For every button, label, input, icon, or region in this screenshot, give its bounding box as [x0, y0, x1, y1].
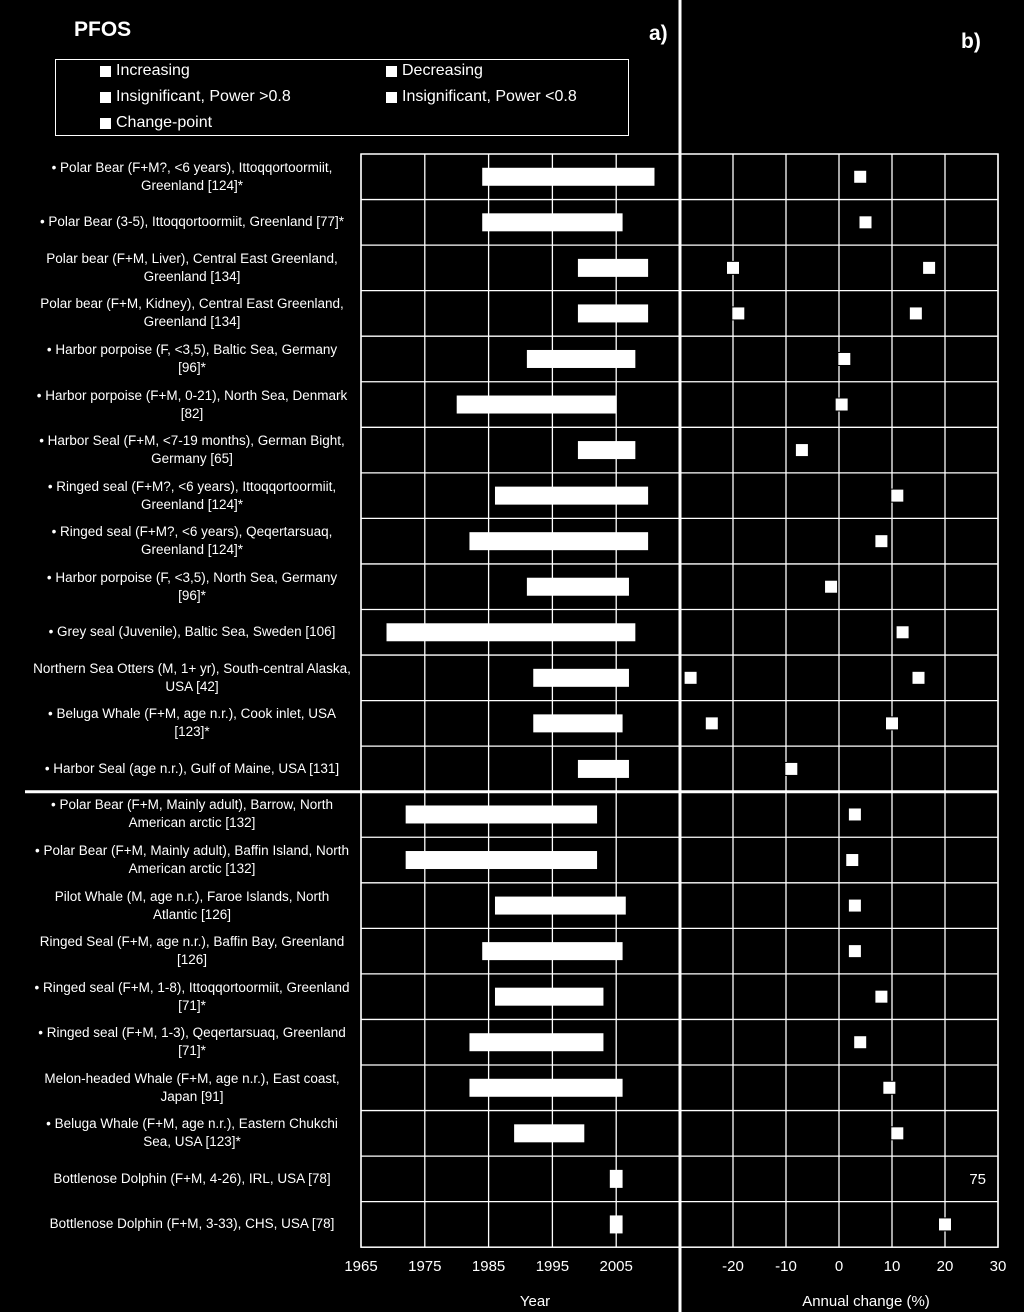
- panel-a-label: a): [649, 22, 668, 45]
- timespan-bar: [495, 988, 603, 1006]
- timespan-bar: [495, 487, 648, 505]
- annual-change-point: [891, 489, 904, 502]
- legend-item-change-point: Change-point: [100, 114, 212, 132]
- legend-item-insignificant-high-power: Insignificant, Power >0.8: [100, 88, 291, 106]
- timespan-bar: [527, 350, 635, 368]
- annual-change-point: [848, 808, 861, 821]
- annual-change-point: [875, 990, 888, 1003]
- row-label: • Harbor Seal (age n.r.), Gulf of Maine, USA [131]: [44, 760, 340, 776]
- annual-change-point: [785, 762, 798, 775]
- timespan-bar: [533, 669, 629, 687]
- timespan-bar: [495, 897, 626, 915]
- row-label: • Ringed seal (F+M, 1-3), Qeqertarsuaq, Greenland [71]*: [38, 1025, 346, 1059]
- row-label: • Ringed seal (F+M, 1-8), Ittoqqortoormiit, Greenland [71]*: [34, 979, 350, 1013]
- panel-b-label: b): [961, 30, 981, 53]
- row-label: • Polar Bear (3-5), Ittoqqortoormiit, Greenland [77]*: [39, 214, 345, 230]
- row-label: • Ringed seal (F+M?, <6 years), Ittoqqortoormiit, Greenland [124]*: [47, 478, 337, 512]
- row-label: • Harbor porpoise (F+M, 0-21), North Sea, Denmark [82]: [36, 387, 348, 421]
- year-tick-label: 1965: [344, 1258, 378, 1275]
- timespan-bar: [406, 805, 597, 823]
- timespan-bar: [578, 259, 648, 277]
- timespan-bar: [527, 578, 629, 596]
- row-label: • Polar Bear (F+M, Mainly adult), Barrow, North American arctic [132]: [51, 797, 333, 831]
- legend-swatch-icon: [100, 118, 111, 129]
- annual-change-point: [886, 717, 899, 730]
- annual-change-point: [939, 1218, 952, 1231]
- annual-change-point: [875, 535, 888, 548]
- year-tick-label: 1995: [535, 1258, 570, 1275]
- timespan-bar: [387, 623, 636, 641]
- chart-title: PFOS: [74, 18, 132, 41]
- panel-b-xlabel: Annual change (%): [802, 1293, 930, 1310]
- year-tick-label: 1975: [408, 1258, 442, 1275]
- legend: [55, 59, 629, 136]
- annual-change-point: [854, 1036, 867, 1049]
- year-tick-label: 1985: [471, 1258, 506, 1275]
- annual-change-point: [891, 1127, 904, 1140]
- timespan-bar: [406, 851, 597, 869]
- timespan-bar: [457, 396, 617, 414]
- panel-a-xlabel: Year: [519, 1293, 551, 1310]
- timespan-bar: [610, 1215, 623, 1233]
- row-label: Polar bear (F+M, Kidney), Central East Greenland, Greenland [134]: [40, 296, 344, 330]
- change-tick-label: 10: [883, 1258, 901, 1275]
- change-tick-label: -10: [775, 1258, 797, 1275]
- timespan-bar: [533, 714, 622, 732]
- legend-item-increasing: Increasing: [100, 62, 190, 80]
- annual-change-point: [835, 398, 848, 411]
- timespan-bar: [469, 532, 648, 550]
- row-label: • Ringed seal (F+M?, <6 years), Qeqertarsuaq, Greenland [124]*: [51, 524, 333, 558]
- row-label: • Polar Bear (F+M, Mainly adult), Baffin Island, North American arctic [132]: [35, 843, 349, 877]
- row-label: • Grey seal (Juvenile), Baltic Sea, Sweden [106]: [48, 624, 336, 640]
- row-label: • Polar Bear (F+M?, <6 years), Ittoqqortoormiit, Greenland [124]*: [51, 159, 333, 193]
- row-label: Bottlenose Dolphin (F+M, 3-33), CHS, USA [78]: [49, 1216, 335, 1232]
- timespan-bar: [578, 441, 635, 459]
- row-label: • Harbor porpoise (F, <3,5), Baltic Sea, Germany [96]*: [46, 341, 338, 375]
- annual-change-point: [909, 307, 922, 320]
- change-tick-label: 0: [834, 1258, 844, 1275]
- change-tick-label: -20: [722, 1258, 744, 1275]
- timespan-bar: [514, 1124, 584, 1142]
- annual-change-point: [838, 352, 851, 365]
- row-label: Polar bear (F+M, Liver), Central East Greenland, Greenland [134]: [46, 250, 338, 284]
- timespan-bar: [469, 1033, 603, 1051]
- row-label: Northern Sea Otters (M, 1+ yr), South-central Alaska, USA [42]: [33, 660, 351, 694]
- year-tick-label: 2005: [599, 1258, 633, 1275]
- annotation-label: 75: [969, 1170, 986, 1188]
- change-tick-label: 30: [989, 1258, 1007, 1275]
- legend-swatch-icon: [100, 66, 111, 77]
- row-label: Bottlenose Dolphin (F+M, 4-26), IRL, USA [78]: [53, 1170, 331, 1186]
- legend-swatch-icon: [386, 92, 397, 103]
- annual-change-point: [825, 580, 838, 593]
- row-label: Ringed Seal (F+M, age n.r.), Baffin Bay, Greenland [126]: [39, 934, 345, 968]
- annual-change-point: [732, 307, 745, 320]
- row-label: • Beluga Whale (F+M, age n.r.), Cook inlet, USA [123]*: [48, 706, 336, 740]
- timespan-bar: [482, 213, 622, 231]
- legend-item-decreasing: Decreasing: [386, 62, 483, 80]
- annual-change-point: [848, 899, 861, 912]
- row-label: • Harbor Seal (F+M, <7-19 months), German Bight, Germany [65]: [39, 433, 345, 467]
- row-label: Pilot Whale (M, age n.r.), Faroe Islands, North Atlantic [126]: [54, 888, 330, 922]
- annual-change-point: [848, 945, 861, 958]
- annual-change-point: [859, 216, 872, 229]
- annual-change-point: [846, 854, 859, 867]
- annual-change-point: [923, 261, 936, 274]
- change-tick-label: 20: [936, 1258, 954, 1275]
- annual-change-point: [883, 1081, 896, 1094]
- annual-change-point: [705, 717, 718, 730]
- timespan-bar: [482, 168, 654, 186]
- panel-b-grid: [680, 154, 998, 1247]
- timespan-bar: [578, 760, 629, 778]
- annual-change-point: [896, 626, 909, 639]
- annual-change-point: [727, 261, 740, 274]
- row-label: Melon-headed Whale (F+M, age n.r.), East coast, Japan [91]: [44, 1070, 340, 1104]
- legend-swatch-icon: [386, 66, 397, 77]
- row-label: • Harbor porpoise (F, <3,5), North Sea, Germany [96]*: [46, 569, 338, 603]
- timespan-bar: [610, 1170, 623, 1188]
- timespan-bar: [469, 1079, 622, 1097]
- annual-change-point: [854, 170, 867, 183]
- legend-swatch-icon: [100, 92, 111, 103]
- legend-item-insignificant-low-power: Insignificant, Power <0.8: [386, 88, 577, 106]
- annual-change-point: [684, 671, 697, 684]
- annual-change-point: [795, 444, 808, 457]
- timespan-bar: [482, 942, 622, 960]
- timespan-bar: [578, 304, 648, 322]
- row-label: • Beluga Whale (F+M, age n.r.), Eastern Chukchi Sea, USA [123]*: [46, 1116, 338, 1150]
- annual-change-point: [912, 671, 925, 684]
